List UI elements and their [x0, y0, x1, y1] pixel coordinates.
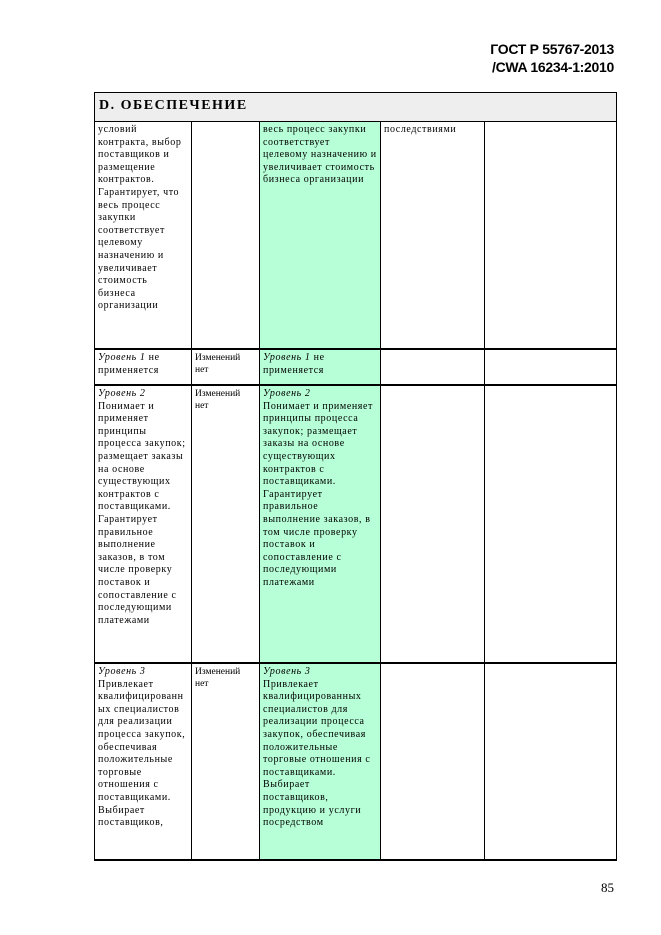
table-cell: условий контракта, выбор поставщиков и размещение контрактов. Гарантирует, что весь процесс закупки соответствует целевому назначению и увеличивает стоимость бизнеса организации [95, 122, 192, 350]
table-cell [381, 385, 485, 663]
competence-table [94, 92, 617, 861]
table-row [95, 385, 617, 663]
table-cell: Уровень 1 не применяется [95, 349, 192, 385]
table-cell [485, 349, 617, 385]
table-cell [192, 122, 260, 350]
page-number: 85 [601, 880, 614, 895]
table-cell-highlight: Уровень 2 Понимает и применяет принципы процесса закупок; размещает заказы на основе существующих контрактов с поставщиками. Гарантирует правильное выполнение заказов, в том числе проверку поставок и сопоставление с последующими платежами [260, 385, 381, 663]
table-cell: Уровень 3 Привлекает квалифицированных специалистов для реализации процесса закупок, обеспечивая положительные торговые отношения с поставщиками. Выбирает поставщиков, [95, 663, 192, 860]
table-cell-highlight: Уровень 1 не применяется [260, 349, 381, 385]
table-cell: Изменений нет [192, 385, 260, 663]
table-cell: Изменений нет [192, 349, 260, 385]
standard-code-cwa: /CWA 16234-1:2010 [491, 59, 614, 75]
table-cell [485, 663, 617, 860]
table-cell: Изменений нет [192, 663, 260, 860]
standard-code: ГОСТ Р 55767-2013 [490, 41, 614, 57]
document-header [490, 40, 614, 76]
table-cell: Уровень 2 Понимает и применяет принципы процесса закупок; размещает заказы на основе существующих контрактов с поставщиками. Гарантирует правильное выполнение заказов, в том числе проверку поставок и сопоставление с последующими платежами [95, 385, 192, 663]
table-row [95, 663, 617, 860]
table-cell: последствиями [381, 122, 485, 350]
table-row [95, 349, 617, 385]
table-cell [485, 122, 617, 350]
section-header-row [95, 93, 617, 122]
table-cell-highlight: весь процесс закупки соответствует целевому назначению и увеличивает стоимость бизнеса организации [260, 122, 381, 350]
table-cell [485, 385, 617, 663]
table-cell [381, 349, 485, 385]
table-cell [381, 663, 485, 860]
table-cell-highlight: Уровень 3 Привлекает квалифицированных специалистов для реализации процесса закупок, обеспечивая положительные торговые отношения с поставщиками. Выбирает поставщиков, продукцию и услуги посредством [260, 663, 381, 860]
section-title: D. ОБЕСПЕЧЕНИЕ [95, 93, 617, 122]
table-row [95, 122, 617, 350]
